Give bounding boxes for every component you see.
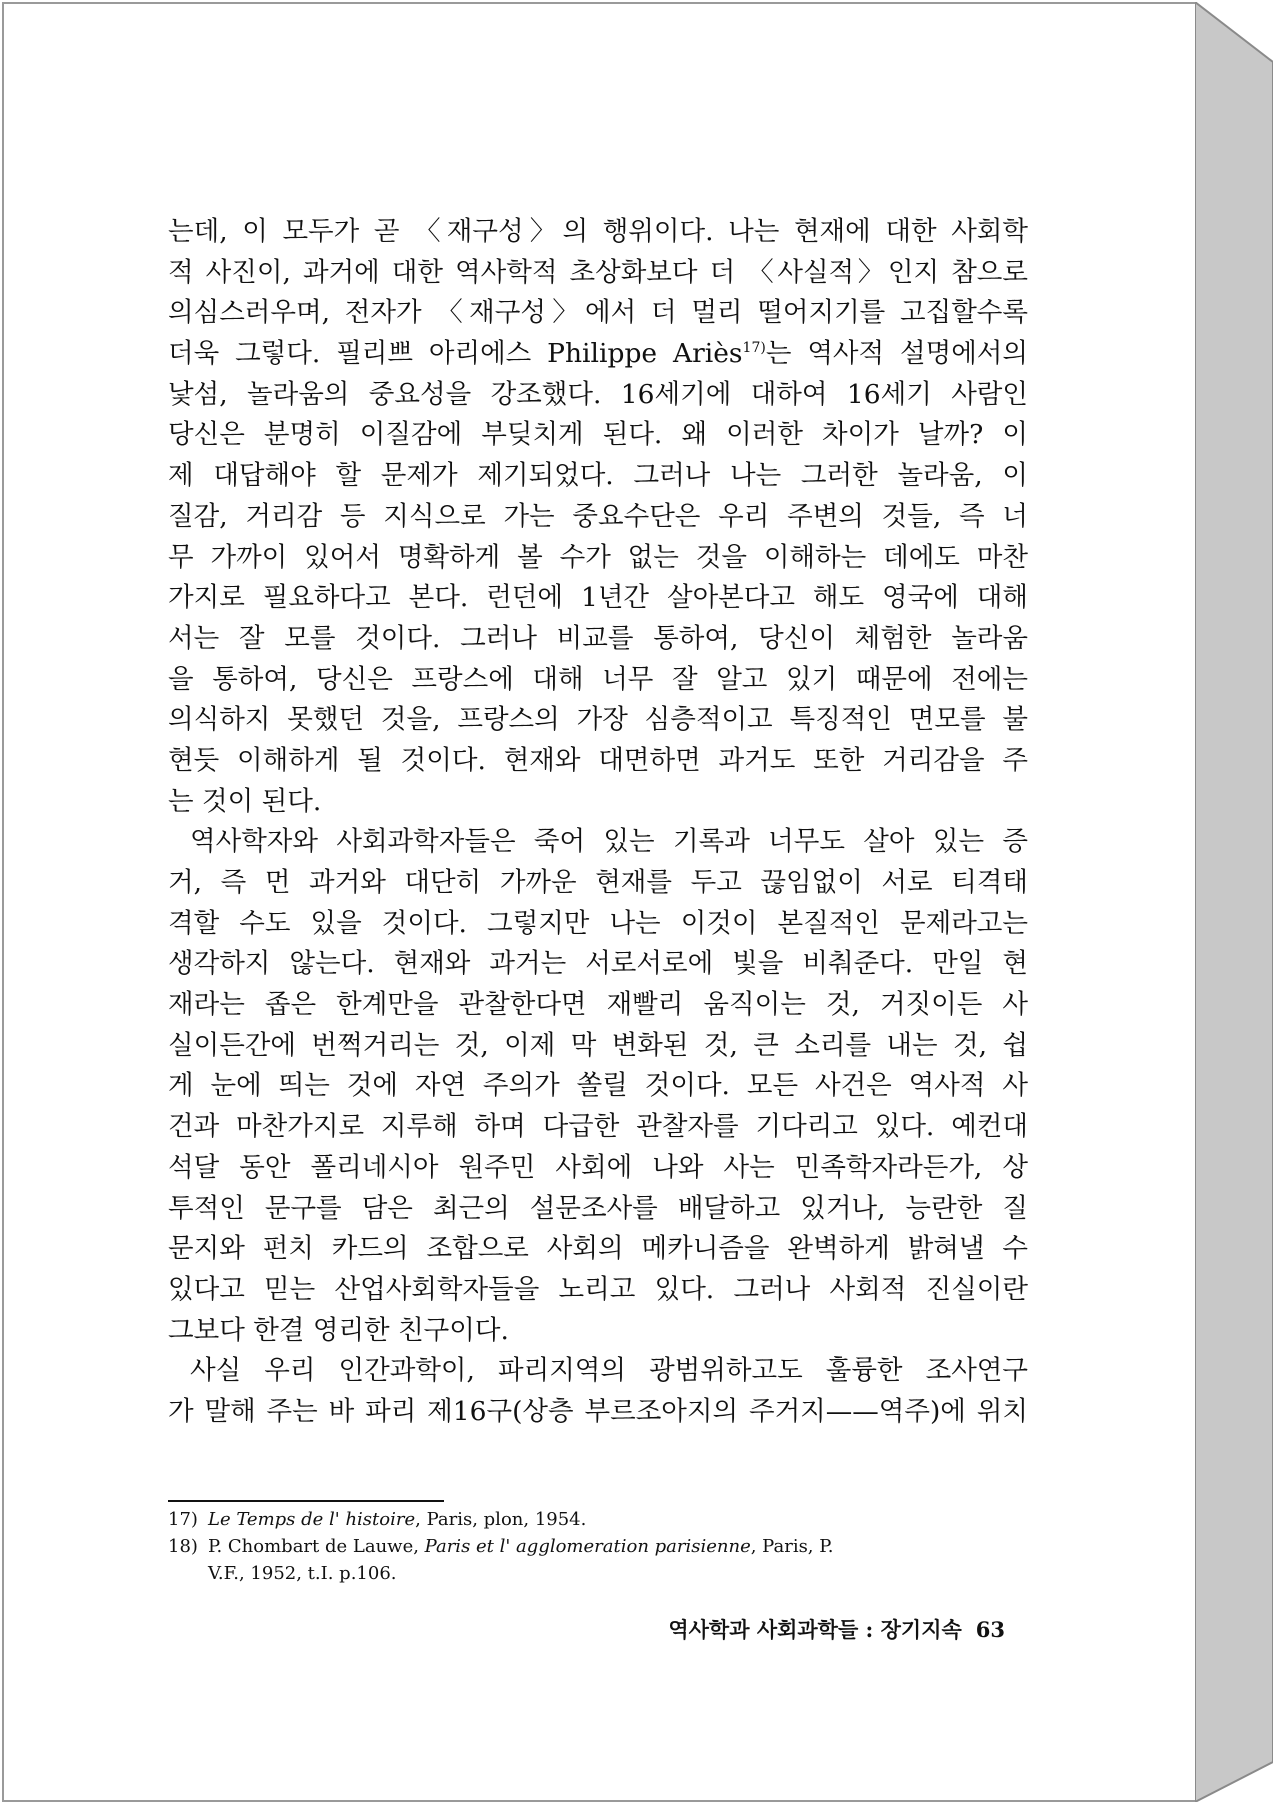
footnote-divider [168, 1500, 444, 1502]
text-line: 재라는 좁은 한계만을 관찰한다면 재빨리 움직이는 것, 거짓이든 사 [168, 989, 1028, 1021]
text-line: 의식하지 못했던 것을, 프랑스의 가장 심층적이고 특징적인 면모를 불 [168, 704, 1028, 736]
text-line: 석달 동안 폴리네시아 원주민 사회에 나와 사는 민족학자라든가, 상 [168, 1151, 1028, 1183]
text-line: 역사학자와 사회과학자들은 죽어 있는 기록과 너무도 살아 있는 증 [190, 826, 1028, 858]
body-text [168, 212, 1028, 1433]
footnotes [168, 1506, 1028, 1587]
footnote-text: , Paris, plon, 1954. [415, 1509, 587, 1530]
text-line: 있다고 믿는 산업사회학자들을 노리고 있다. 그러나 사회적 진실이란 [168, 1273, 1028, 1305]
page-number: 63 [975, 1617, 1005, 1642]
text-line: 게 눈에 띄는 것에 자연 주의가 쏠릴 것이다. 모든 사건은 역사적 사 [168, 1070, 1028, 1102]
text-line: 는 것이 된다. [168, 785, 322, 817]
text-line: 거, 즉 먼 과거와 대단히 가까운 현재를 두고 끊임없이 서로 티격태 [168, 867, 1028, 898]
text-line: 문지와 펀치 카드의 조합으로 사회의 메카니즘을 완벽하게 밝혀낼 수 [168, 1233, 1028, 1265]
text-line: 그보다 한결 영리한 친구이다. [168, 1314, 509, 1346]
text-line: 을 통하여, 당신은 프랑스에 대해 너무 잘 알고 있기 때문에 전에는 [168, 663, 1028, 695]
footnote-ref-17: 17) [742, 340, 766, 357]
footnote-title: Le Temps de l' histoire [208, 1509, 416, 1530]
text-line: 사실 우리 인간과학이, 파리지역의 광범위하고도 훌륭한 조사연구 [190, 1355, 1028, 1387]
text-line: 질감, 거리감 등 지식으로 가는 중요수단은 우리 주변의 것들, 즉 너 [168, 500, 1028, 532]
footnote-text: , Paris, P. [750, 1536, 834, 1557]
text-segment: 는 역사적 설명에서의 [765, 338, 1028, 370]
text-line: 는데, 이 모두가 곧 〈재구성〉의 행위이다. 나는 현재에 대한 사회학 [168, 216, 1028, 247]
text-line: 건과 마찬가지로 지루해 하며 다급한 관찰자를 기다리고 있다. 예컨대 [168, 1111, 1028, 1143]
text-line: 무 가까이 있어서 명확하게 볼 수가 없는 것을 이해하는 데에도 마찬 [168, 541, 1028, 573]
text-line: 적 사진이, 과거에 대한 역사학적 초상화보다 더 〈사실적〉인지 참으로 [168, 256, 1028, 288]
text-line: 가지로 필요하다고 본다. 런던에 1년간 살아본다고 해도 영국에 대해 [168, 582, 1028, 614]
footnote-17 [168, 1506, 1028, 1533]
text-line-with-note [168, 334, 1028, 375]
footnote-number: 17) [168, 1509, 198, 1530]
footnote-18 [168, 1533, 1028, 1560]
footnote-number: 18) [168, 1536, 198, 1557]
text-segment: 더욱 그렇다. 필리쁘 아리에스 Philippe Ariès [168, 338, 743, 370]
running-footer [668, 1614, 1005, 1644]
chapter-title: 역사학과 사회과학들 : 장기지속 [668, 1617, 962, 1642]
text-line: 가 말해 주는 바 파리 제16구(상층 부르조아지의 주거지——역주)에 위치 [168, 1395, 1028, 1427]
text-line: 실이든간에 번쩍거리는 것, 이제 막 변화된 것, 큰 소리를 내는 것, 쉽 [168, 1029, 1028, 1061]
text-line: 제 대답해야 할 문제가 제기되었다. 그러나 나는 그러한 놀라움, 이 [168, 460, 1028, 492]
text-line: 당신은 분명히 이질감에 부딪치게 된다. 왜 이러한 차이가 날까? 이 [168, 419, 1028, 451]
text-line: 의심스러우며, 전자가 〈재구성〉에서 더 멀리 떨어지기를 고집할수록 [168, 297, 1028, 329]
text-line: 격할 수도 있을 것이다. 그렇지만 나는 이것이 본질적인 문제라고는 [168, 907, 1028, 939]
footnote-text: P. Chombart de Lauwe, [208, 1536, 425, 1557]
text-line: 현듯 이해하게 될 것이다. 현재와 대면하면 과거도 또한 거리감을 주 [168, 744, 1028, 776]
text-line: 생각하지 않는다. 현재와 과거는 서로서로에 빛을 비춰준다. 만일 현 [168, 948, 1028, 980]
text-line: 낯섬, 놀라움의 중요성을 강조했다. 16세기에 대하여 16세기 사람인 [168, 378, 1028, 410]
book-spine-edge [1195, 2, 1273, 1802]
footnote-18-continued: V.F., 1952, t.I. p.106. [208, 1563, 397, 1584]
text-line: 투적인 문구를 담은 최근의 설문조사를 배달하고 있거나, 능란한 질 [168, 1192, 1028, 1224]
book-spine-graphic [1195, 2, 1273, 1802]
footnote-title: Paris et l' agglomeration parisienne [424, 1536, 751, 1557]
text-line: 서는 잘 모를 것이다. 그러나 비교를 통하여, 당신이 체험한 놀라움 [168, 622, 1028, 654]
